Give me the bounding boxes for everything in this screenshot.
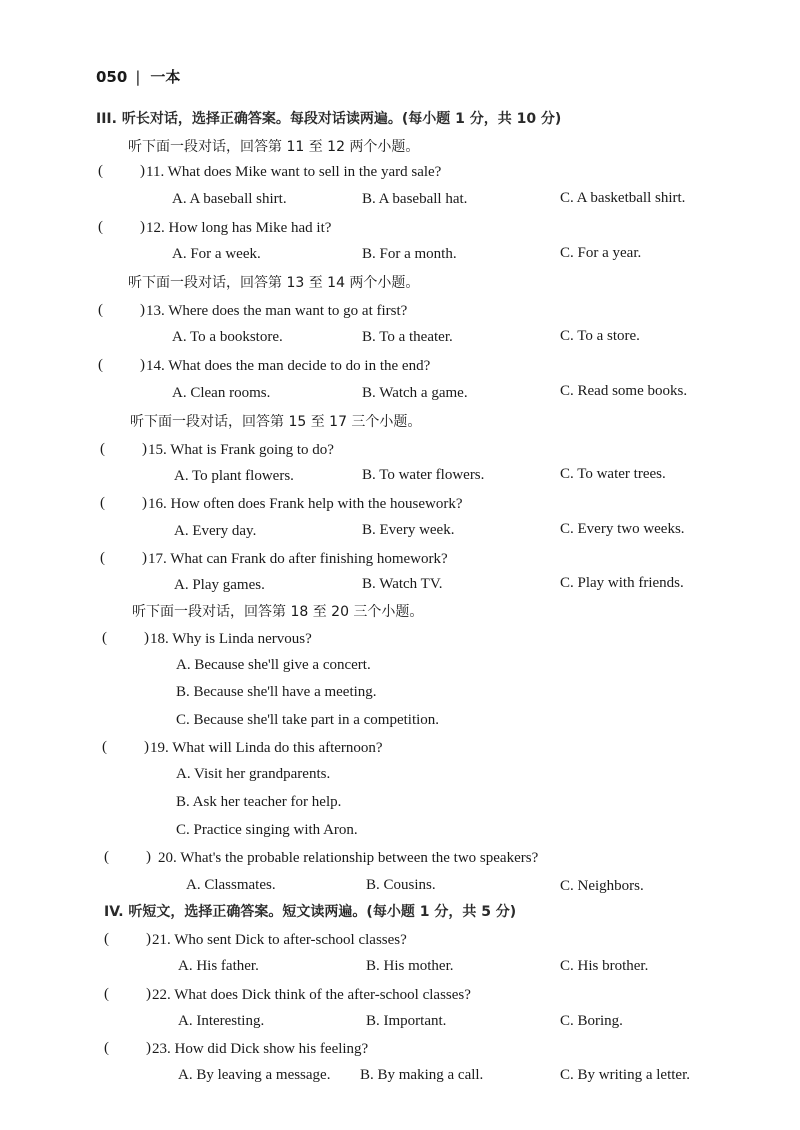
answer-blank-open: ( <box>102 739 107 755</box>
option-c: C. Boring. <box>560 1013 623 1029</box>
question-text: 18. Why is Linda nervous? <box>150 631 312 647</box>
answer-blank-close: ) <box>146 849 151 865</box>
option-a: A. To plant flowers. <box>174 468 294 484</box>
answer-blank-close: ) <box>144 739 149 755</box>
option-a: A. A baseball shirt. <box>172 191 287 207</box>
option-a: A. Visit her grandparents. <box>176 766 331 782</box>
section-title: IV. 听短文，选择正确答案。短文读两遍。(每小题 1 分，共 5 分) <box>104 904 517 920</box>
question-text: 12. How long has Mike had it? <box>146 220 332 236</box>
option-c: C. Practice singing with Aron. <box>176 822 358 838</box>
option-b: B. Ask her teacher for help. <box>176 794 342 810</box>
dialogue-intro: 听下面一段对话，回答第 13 至 14 两个小题。 <box>128 275 420 291</box>
option-c: C. To a store. <box>560 328 640 344</box>
option-c: C. His brother. <box>560 958 649 974</box>
answer-blank-close: ) <box>140 302 145 318</box>
option-b: B. For a month. <box>362 246 457 262</box>
answer-blank-close: ) <box>146 1040 151 1056</box>
answer-blank-close: ) <box>144 630 149 646</box>
option-b: B. Important. <box>366 1013 447 1029</box>
option-a: A. His father. <box>178 958 259 974</box>
question-text: 23. How did Dick show his feeling? <box>152 1041 369 1057</box>
page-header <box>96 66 180 87</box>
answer-blank-close: ) <box>142 550 147 566</box>
option-c: C. Every two weeks. <box>560 521 685 537</box>
option-a: A. Play games. <box>174 577 265 593</box>
option-c: C. By writing a letter. <box>560 1067 690 1083</box>
question-text: 20. What's the probable relationship between the two speakers? <box>158 850 539 866</box>
option-b: B. Every week. <box>362 522 455 538</box>
question-text: 15. What is Frank going to do? <box>148 442 334 458</box>
option-a: A. By leaving a message. <box>178 1067 331 1083</box>
question-text: 19. What will Linda do this afternoon? <box>150 740 383 756</box>
answer-blank-close: ) <box>140 163 145 179</box>
answer-blank-open: ( <box>104 931 109 947</box>
option-b: B. A baseball hat. <box>362 191 468 207</box>
option-c: C. Because she'll take part in a competition. <box>176 712 440 728</box>
option-b: B. To water flowers. <box>362 467 485 483</box>
option-a: A. For a week. <box>172 246 261 262</box>
option-b: B. Watch a game. <box>362 385 468 401</box>
answer-blank-open: ( <box>100 495 105 511</box>
option-c: C. To water trees. <box>560 466 666 482</box>
answer-blank-open: ( <box>98 357 103 373</box>
dialogue-intro: 听下面一段对话，回答第 11 至 12 两个小题。 <box>128 139 420 155</box>
option-c: C. For a year. <box>560 245 642 261</box>
option-c: C. Neighbors. <box>560 878 644 894</box>
section-title: III. 听长对话，选择正确答案。每段对话读两遍。(每小题 1 分，共 10 分) <box>96 111 562 127</box>
option-a: A. Because she'll give a concert. <box>176 657 371 673</box>
option-b: B. Cousins. <box>366 877 436 893</box>
option-c: C. Read some books. <box>560 383 688 399</box>
answer-blank-open: ( <box>100 441 105 457</box>
answer-blank-open: ( <box>104 986 109 1002</box>
question-text: 16. How often does Frank help with the housework? <box>148 496 463 512</box>
answer-blank-open: ( <box>102 630 107 646</box>
question-text: 13. Where does the man want to go at first? <box>146 303 408 319</box>
answer-blank-close: ) <box>146 986 151 1002</box>
option-a: A. Clean rooms. <box>172 385 271 401</box>
answer-blank-open: ( <box>98 163 103 179</box>
header-separator: | <box>135 68 141 86</box>
answer-blank-open: ( <box>98 302 103 318</box>
question-text: 17. What can Frank do after finishing homework? <box>148 551 448 567</box>
question-text: 22. What does Dick think of the after-school classes? <box>152 987 471 1003</box>
option-a: A. Every day. <box>174 523 257 539</box>
answer-blank-open: ( <box>100 550 105 566</box>
option-b: B. By making a call. <box>360 1067 484 1083</box>
answer-blank-close: ) <box>140 357 145 373</box>
option-a: A. Classmates. <box>186 877 276 893</box>
option-b: B. Watch TV. <box>362 576 443 592</box>
option-c: C. Play with friends. <box>560 575 684 591</box>
question-text: 21. Who sent Dick to after-school classes? <box>152 932 407 948</box>
dialogue-intro: 听下面一段对话，回答第 15 至 17 三个小题。 <box>130 414 422 430</box>
question-text: 14. What does the man decide to do in the end? <box>146 358 431 374</box>
page-number: 050 <box>96 68 128 86</box>
answer-blank-open: ( <box>104 1040 109 1056</box>
option-a: A. Interesting. <box>178 1013 265 1029</box>
option-b: B. His mother. <box>366 958 454 974</box>
option-b: B. To a theater. <box>362 329 453 345</box>
answer-blank-close: ) <box>142 495 147 511</box>
publisher-logo: 一本 <box>150 68 181 86</box>
answer-blank-open: ( <box>104 849 109 865</box>
question-text: 11. What does Mike want to sell in the yard sale? <box>146 164 442 180</box>
option-b: B. Because she'll have a meeting. <box>176 684 377 700</box>
answer-blank-close: ) <box>140 219 145 235</box>
answer-blank-close: ) <box>142 441 147 457</box>
option-a: A. To a bookstore. <box>172 329 283 345</box>
dialogue-intro: 听下面一段对话，回答第 18 至 20 三个小题。 <box>132 604 424 620</box>
answer-blank-open: ( <box>98 219 103 235</box>
answer-blank-close: ) <box>146 931 151 947</box>
option-c: C. A basketball shirt. <box>560 190 686 206</box>
